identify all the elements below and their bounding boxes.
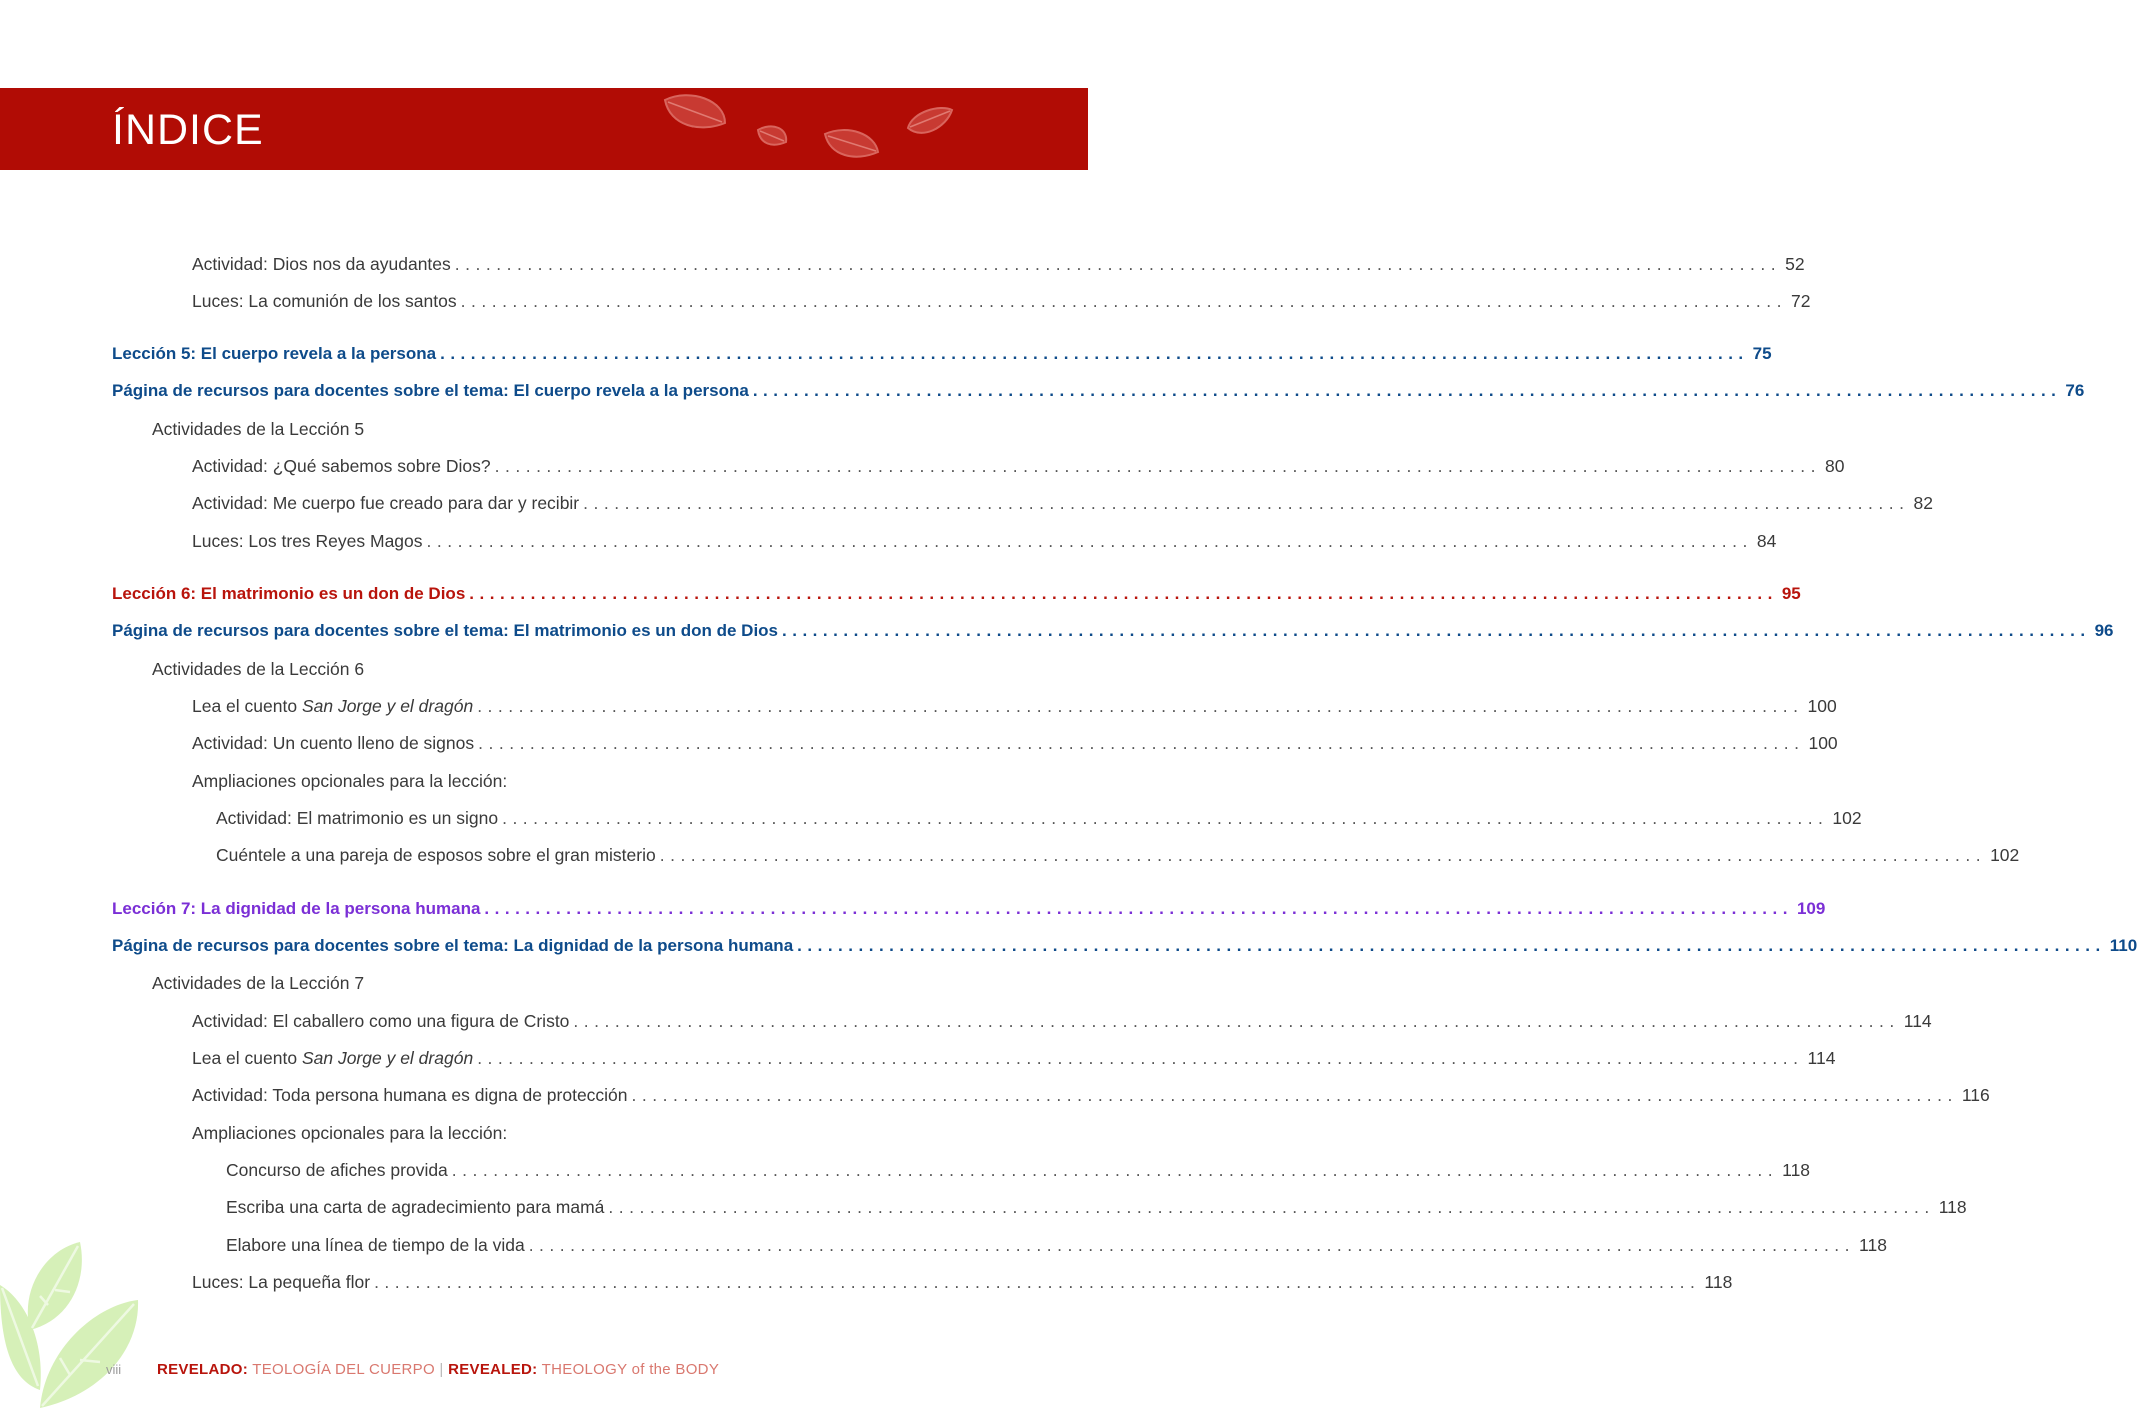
toc-entry[interactable]: Elabore una línea de tiempo de la vida ................................................................................................................................ 118 (226, 1232, 976, 1258)
leaf-decoration-icon (650, 88, 970, 170)
toc-entry[interactable]: Actividad: Un cuento lleno de signos ................................................................................................................................ 100 (192, 730, 976, 756)
toc-entry[interactable]: Cuéntele a una pareja de esposos sobre el gran misterio ................................................................................................................................ 102 (216, 842, 976, 868)
page-number: 118 (1859, 1235, 1887, 1255)
page-number: 118 (1938, 1197, 1967, 1217)
toc-entry[interactable]: Concurso de afiches provida ................................................................................................................................ 118 (226, 1157, 976, 1183)
toc-entry[interactable]: Actividad: Dios nos da ayudantes ................................................................................................................................ 52 (192, 251, 976, 277)
page-footer (0, 1350, 1088, 1390)
page-number: 102 (1832, 808, 1862, 828)
page-number: 76 (2065, 381, 2085, 400)
toc-entry[interactable]: Lea el cuento San Jorge y el dragón ................................................................................................................................ 114 (192, 1045, 976, 1071)
toc-entry[interactable]: Luces: Los tres Reyes Magos ................................................................................................................................ 84 (192, 528, 976, 554)
page-number: 82 (1913, 493, 1933, 513)
toc-entry[interactable]: Lea el cuento San Jorge y el dragón ................................................................................................................................ 100 (192, 693, 976, 719)
toc-entry[interactable]: Actividad: El caballero como una figura de Cristo ................................................................................................................................ 114 (192, 1008, 976, 1034)
page-title: ÍNDICE (112, 106, 264, 154)
toc-entry[interactable]: Actividad: El matrimonio es un signo ................................................................................................................................ 102 (216, 805, 976, 831)
page-number: 118 (1782, 1160, 1811, 1180)
toc-entry[interactable]: Luces: La pequeña flor ................................................................................................................................ 118 (192, 1269, 976, 1295)
page-number: 109 (1796, 899, 1826, 918)
page-number: 100 (1808, 733, 1838, 753)
toc-resource-page[interactable]: Página de recursos para docentes sobre el tema: El matrimonio es un don de Dios ................................................................................................................................ 96 (112, 618, 976, 644)
toc-lesson-7[interactable]: Lección 7: La dignidad de la persona humana ................................................................................................................................ 109 (112, 896, 976, 922)
page-number: 84 (1756, 531, 1777, 551)
page-number: 118 (1704, 1272, 1733, 1292)
page-number-footer: viii (106, 1362, 122, 1377)
page-number: 75 (1752, 344, 1772, 363)
toc-section-heading: Actividades de la Lección 7 (152, 973, 365, 993)
toc-entry[interactable]: Escriba una carta de agradecimiento para mamá ................................................................................................................................ 118 (226, 1194, 976, 1220)
toc-section-heading: Actividades de la Lección 5 (152, 419, 365, 439)
page-number: 102 (1990, 845, 2020, 865)
page-number: 110 (2109, 936, 2137, 955)
toc-lesson-5[interactable]: Lección 5: El cuerpo revela a la persona ................................................................................................................................ 75 (112, 341, 976, 367)
toc-resource-page[interactable]: Página de recursos para docentes sobre el tema: La dignidad de la persona humana ................................................................................................................................ 110 (112, 933, 976, 959)
header-banner (0, 88, 1088, 170)
page-number: 95 (1781, 584, 1801, 603)
toc-lesson-6[interactable]: Lección 6: El matrimonio es un don de Dios ................................................................................................................................ 95 (112, 581, 976, 607)
toc-subsection-heading: Ampliaciones opcionales para la lección: (192, 1123, 508, 1143)
page-number: 114 (1807, 1048, 1836, 1068)
footer-book-title: REVELADO: TEOLOGÍA DEL CUERPO | REVEALED: THEOLOGY of the BODY (157, 1361, 720, 1378)
toc-entry[interactable]: Luces: La comunión de los santos ................................................................................................................................ 72 (192, 288, 976, 314)
page-number: 96 (2094, 621, 2114, 640)
page-number: 116 (1961, 1085, 1990, 1105)
toc-subsection-heading: Ampliaciones opcionales para la lección: (192, 771, 508, 791)
page-number: 72 (1790, 291, 1811, 311)
toc-entry[interactable]: Actividad: Me cuerpo fue creado para dar y recibir ................................................................................................................................ 82 (192, 490, 976, 516)
page-number: 80 (1824, 456, 1845, 476)
page-number: 100 (1807, 696, 1837, 716)
toc-section-heading: Actividades de la Lección 6 (152, 659, 365, 679)
page-number: 52 (1785, 254, 1805, 274)
toc-entry[interactable]: Actividad: Toda persona humana es digna de protección ................................................................................................................................ 116 (192, 1082, 976, 1108)
toc-resource-page[interactable]: Página de recursos para docentes sobre el tema: El cuerpo revela a la persona ................................................................................................................................ 76 (112, 378, 976, 404)
toc-entry[interactable]: Actividad: ¿Qué sabemos sobre Dios? ................................................................................................................................ 80 (192, 453, 976, 479)
page-number: 114 (1903, 1011, 1932, 1031)
